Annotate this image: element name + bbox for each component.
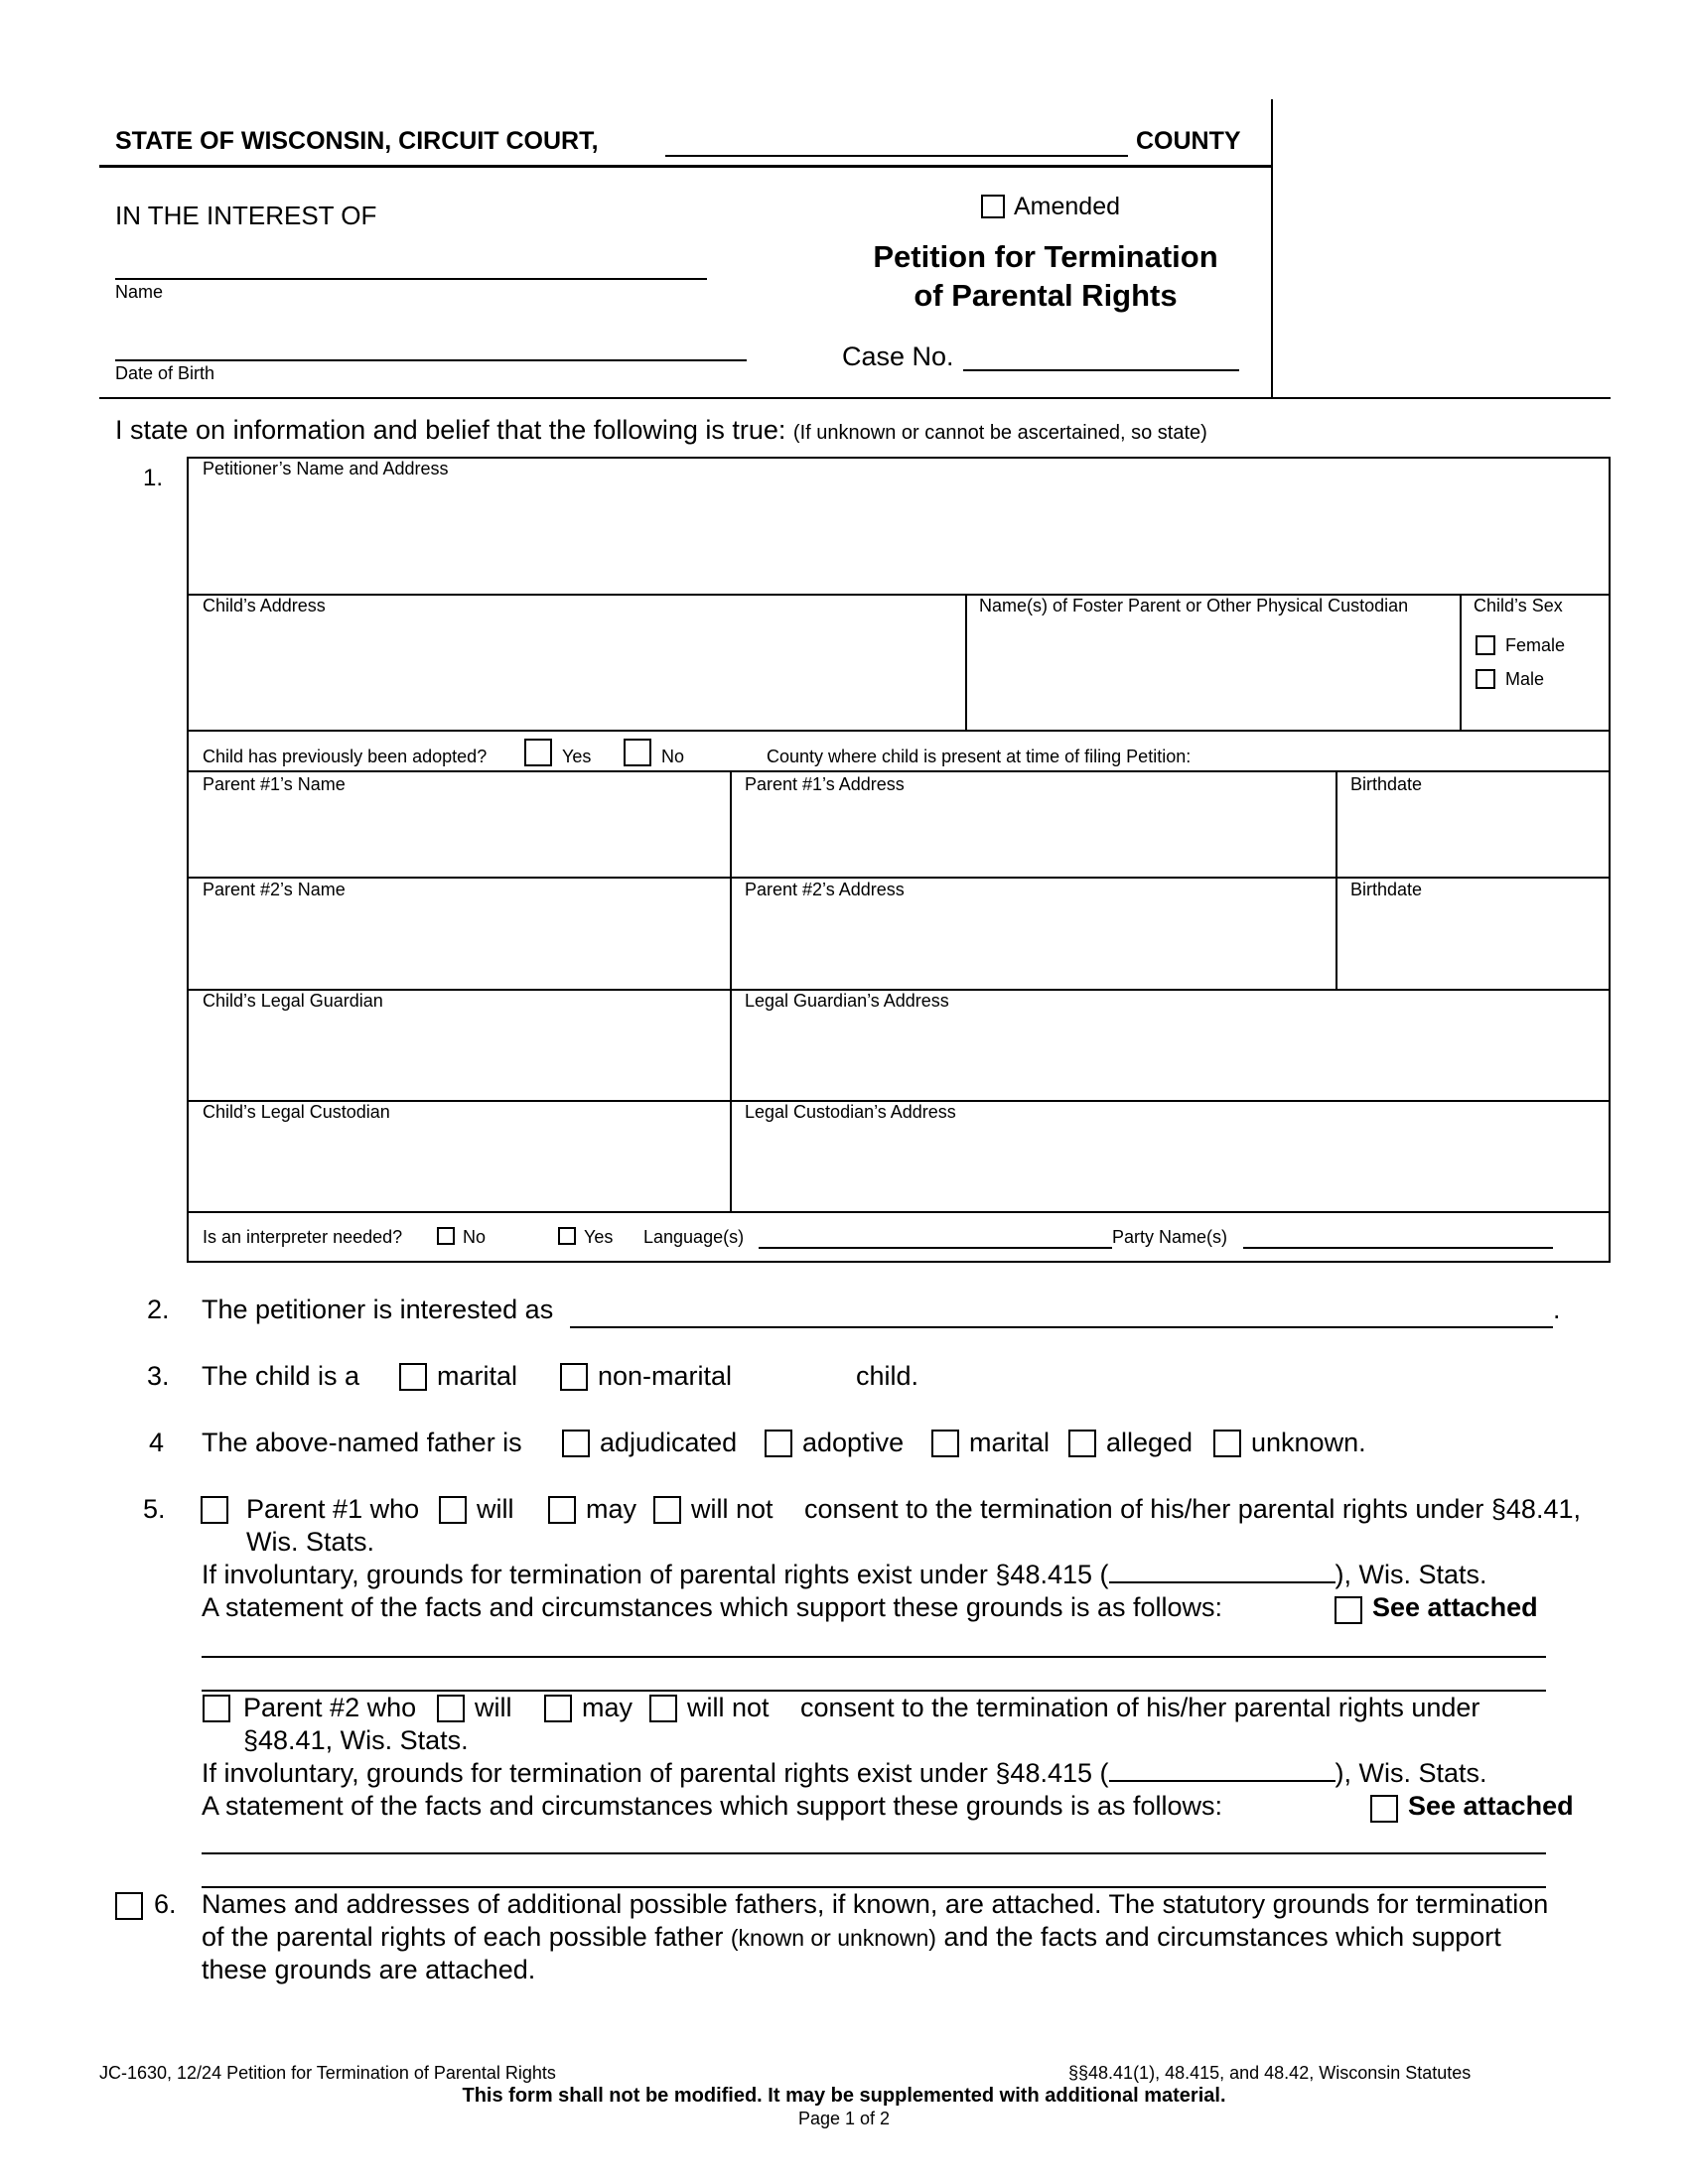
parent1-will-not-checkbox[interactable] [653, 1496, 681, 1524]
form-id: JC-1630, 12/24 Petition for Termination of Parental Rights [99, 2063, 556, 2083]
amended-label: Amended [1014, 193, 1121, 220]
guardian-label: Child’s Legal Guardian [203, 991, 383, 1011]
non-marital-child-label: non-marital [598, 1361, 733, 1391]
section4-text: The above-named father is [202, 1428, 522, 1457]
male-label: Male [1505, 669, 1545, 689]
child-address-label: Child’s Address [203, 596, 326, 615]
parent2-facts-line[interactable] [202, 1852, 1546, 1854]
parent2-statement-text: A statement of the facts and circumstances which support these grounds is as follows: [202, 1791, 1223, 1821]
parent2-who-label: Parent #2 who [243, 1693, 417, 1722]
case-no-label: Case No. [842, 341, 954, 371]
section6-line2: of the parental rights of each possible father (known or unknown) and the facts and circumstances which support [202, 1922, 1501, 1952]
dob-label: Date of Birth [115, 363, 215, 383]
parent2-address-field[interactable] [734, 901, 1332, 986]
section6-checkbox[interactable] [115, 1892, 143, 1920]
section2-text: The petitioner is interested as [202, 1295, 554, 1324]
interpreter-no-label: No [463, 1227, 487, 1247]
parent2-grounds-blank[interactable] [1109, 1758, 1336, 1782]
name-blank[interactable] [115, 278, 707, 280]
row-rule [187, 730, 1611, 732]
parent2-address-label: Parent #2’s Address [745, 880, 905, 899]
adopted-question: Child has previously been adopted? [203, 747, 488, 766]
parent2-see-attached-label: See attached [1408, 1791, 1574, 1821]
alleged-checkbox[interactable] [1068, 1430, 1096, 1457]
parent1-may-label: may [586, 1494, 637, 1524]
male-checkbox[interactable] [1476, 669, 1495, 689]
custodian-field[interactable] [191, 1124, 727, 1208]
adoptive-checkbox[interactable] [765, 1430, 792, 1457]
party-name-blank[interactable] [1243, 1247, 1553, 1249]
intro-statement: I state on information and belief that the following is true: (If unknown or cannot be ascertained, so state) [115, 415, 1207, 445]
parent1-who-label: Parent #1 who [246, 1494, 420, 1524]
unknown-checkbox[interactable] [1213, 1430, 1241, 1457]
county-blank[interactable] [665, 155, 1128, 157]
section2-number: 2. [147, 1295, 170, 1324]
section4-number: 4 [149, 1428, 165, 1457]
section3-text: The child is a [202, 1361, 360, 1391]
parent1-see-attached-checkbox[interactable] [1335, 1596, 1362, 1624]
adjudicated-label: adjudicated [600, 1428, 738, 1457]
adopted-yes-checkbox[interactable] [524, 739, 552, 766]
parent1-will-not-label: will not [691, 1494, 774, 1524]
parent2-may-label: may [582, 1693, 633, 1722]
marital-child-checkbox[interactable] [399, 1363, 427, 1391]
header-bottom-rule [99, 397, 1611, 399]
adopted-no-label: No [661, 747, 685, 766]
parent1-consent-text: consent to the termination of his/her parental rights under §48.41, [804, 1494, 1581, 1524]
footer-notice: This form shall not be modified. It may be supplemented with additional material. [462, 2085, 1226, 2107]
parent1-birthdate-label: Birthdate [1350, 774, 1423, 794]
language-label: Language(s) [643, 1227, 745, 1247]
section5-number: 5. [143, 1494, 166, 1524]
guardian-address-field[interactable] [734, 1013, 1607, 1097]
parent2-facts-line[interactable] [202, 1886, 1546, 1888]
female-checkbox[interactable] [1476, 635, 1495, 655]
foster-parent-label: Name(s) of Foster Parent or Other Physical Custodian [979, 596, 1409, 615]
section3-number: 3. [147, 1361, 170, 1391]
header-divider [1271, 99, 1273, 397]
child-sex-label: Child’s Sex [1474, 596, 1563, 615]
adoptive-label: adoptive [802, 1428, 905, 1457]
parent1-name-label: Parent #1’s Name [203, 774, 346, 794]
parent1-facts-line[interactable] [202, 1656, 1546, 1658]
amended-checkbox[interactable] [981, 195, 1005, 218]
interested-as-blank[interactable] [570, 1326, 1553, 1328]
name-label: Name [115, 282, 164, 302]
parent1-consent-checkbox[interactable] [201, 1496, 228, 1524]
non-marital-child-checkbox[interactable] [560, 1363, 588, 1391]
section3-end: child. [856, 1361, 919, 1391]
parent1-address-label: Parent #1’s Address [745, 774, 905, 794]
interpreter-no-checkbox[interactable] [437, 1227, 455, 1245]
marital-father-checkbox[interactable] [931, 1430, 959, 1457]
in-interest-of: IN THE INTEREST OF [115, 201, 377, 230]
parent2-will-label: will [475, 1693, 512, 1722]
form-title-line2: of Parental Rights [914, 278, 1178, 313]
col-rule [730, 770, 732, 1211]
parent2-will-not-label: will not [687, 1693, 770, 1722]
row-rule [187, 770, 1611, 772]
interpreter-question: Is an interpreter needed? [203, 1227, 403, 1247]
parent1-will-label: will [477, 1494, 514, 1524]
parent1-see-attached-label: See attached [1372, 1592, 1538, 1622]
parent1-will-checkbox[interactable] [439, 1496, 467, 1524]
page-number: Page 1 of 2 [797, 2109, 891, 2128]
parent2-will-not-checkbox[interactable] [649, 1695, 677, 1722]
case-no-blank[interactable] [963, 369, 1239, 371]
section6-line1: Names and addresses of additional possible fathers, if known, are attached. The statutory grounds for termination [202, 1889, 1549, 1919]
form-title-line1: Petition for Termination [873, 239, 1218, 274]
child-address-field[interactable] [191, 619, 961, 727]
county-present-label: County where child is present at time of filing Petition: [767, 747, 1192, 766]
parent2-will-checkbox[interactable] [437, 1695, 465, 1722]
parent1-birthdate-field[interactable] [1339, 796, 1607, 874]
marital-child-label: marital [437, 1361, 518, 1391]
parent1-facts-line[interactable] [202, 1690, 1546, 1692]
col-rule [1460, 594, 1462, 730]
parent2-see-attached-checkbox[interactable] [1370, 1795, 1398, 1823]
parent2-consent-cont: §48.41, Wis. Stats. [243, 1725, 469, 1755]
parent1-grounds-blank[interactable] [1109, 1560, 1336, 1583]
row-rule [187, 1211, 1611, 1213]
custodian-label: Child’s Legal Custodian [203, 1102, 390, 1122]
parent1-statement-text: A statement of the facts and circumstances which support these grounds is as follows: [202, 1592, 1223, 1622]
section6-number: 6. [154, 1889, 177, 1919]
row-rule [187, 877, 1611, 879]
parent1-involuntary-text: If involuntary, grounds for termination of parental rights exist under §48.415 ( ), Wis. Stats. [202, 1560, 1487, 1589]
parent2-name-label: Parent #2’s Name [203, 880, 346, 899]
court-heading: STATE OF WISCONSIN, CIRCUIT COURT, [115, 127, 599, 155]
marital-father-label: marital [969, 1428, 1051, 1457]
petitioner-field[interactable] [191, 481, 1607, 591]
parent1-consent-cont: Wis. Stats. [246, 1527, 375, 1557]
adjudicated-checkbox[interactable] [562, 1430, 590, 1457]
county-label: COUNTY [1136, 127, 1241, 155]
statutes: §§48.41(1), 48.415, and 48.42, Wisconsin Statutes [1068, 2063, 1472, 2083]
interpreter-yes-checkbox[interactable] [558, 1227, 576, 1245]
custodian-address-field[interactable] [734, 1124, 1607, 1208]
parent2-birthdate-label: Birthdate [1350, 880, 1423, 899]
parent2-involuntary-text: If involuntary, grounds for termination of parental rights exist under §48.415 ( ), Wis. Stats. [202, 1758, 1487, 1788]
adopted-yes-label: Yes [562, 747, 592, 766]
adopted-no-checkbox[interactable] [624, 739, 651, 766]
parent2-name-field[interactable] [191, 901, 727, 986]
header-rule [99, 165, 1273, 168]
unknown-label: unknown. [1251, 1428, 1366, 1457]
parent1-address-field[interactable] [734, 796, 1332, 874]
female-label: Female [1505, 635, 1566, 655]
petitioner-label: Petitioner’s Name and Address [203, 459, 449, 478]
party-name-label: Party Name(s) [1112, 1227, 1228, 1247]
custodian-address-label: Legal Custodian’s Address [745, 1102, 956, 1122]
parent2-may-checkbox[interactable] [544, 1695, 572, 1722]
interpreter-yes-label: Yes [584, 1227, 614, 1247]
foster-parent-field[interactable] [969, 619, 1456, 727]
parent1-name-field[interactable] [191, 796, 727, 874]
parent1-may-checkbox[interactable] [548, 1496, 576, 1524]
parent2-consent-checkbox[interactable] [203, 1695, 230, 1722]
language-blank[interactable] [759, 1247, 1112, 1249]
section6-line3: these grounds are attached. [202, 1955, 536, 1984]
intro-note: (If unknown or cannot be ascertained, so state) [792, 422, 1207, 444]
alleged-label: alleged [1106, 1428, 1194, 1457]
guardian-address-label: Legal Guardian’s Address [745, 991, 949, 1011]
col-rule [1336, 770, 1337, 989]
section2-period: . [1553, 1295, 1561, 1324]
parent2-birthdate-field[interactable] [1339, 901, 1607, 986]
parent2-consent-text: consent to the termination of his/her parental rights under [800, 1693, 1480, 1722]
col-rule [965, 594, 967, 730]
dob-blank[interactable] [115, 359, 747, 361]
section1-number: 1. [143, 465, 164, 491]
guardian-field[interactable] [191, 1013, 727, 1097]
